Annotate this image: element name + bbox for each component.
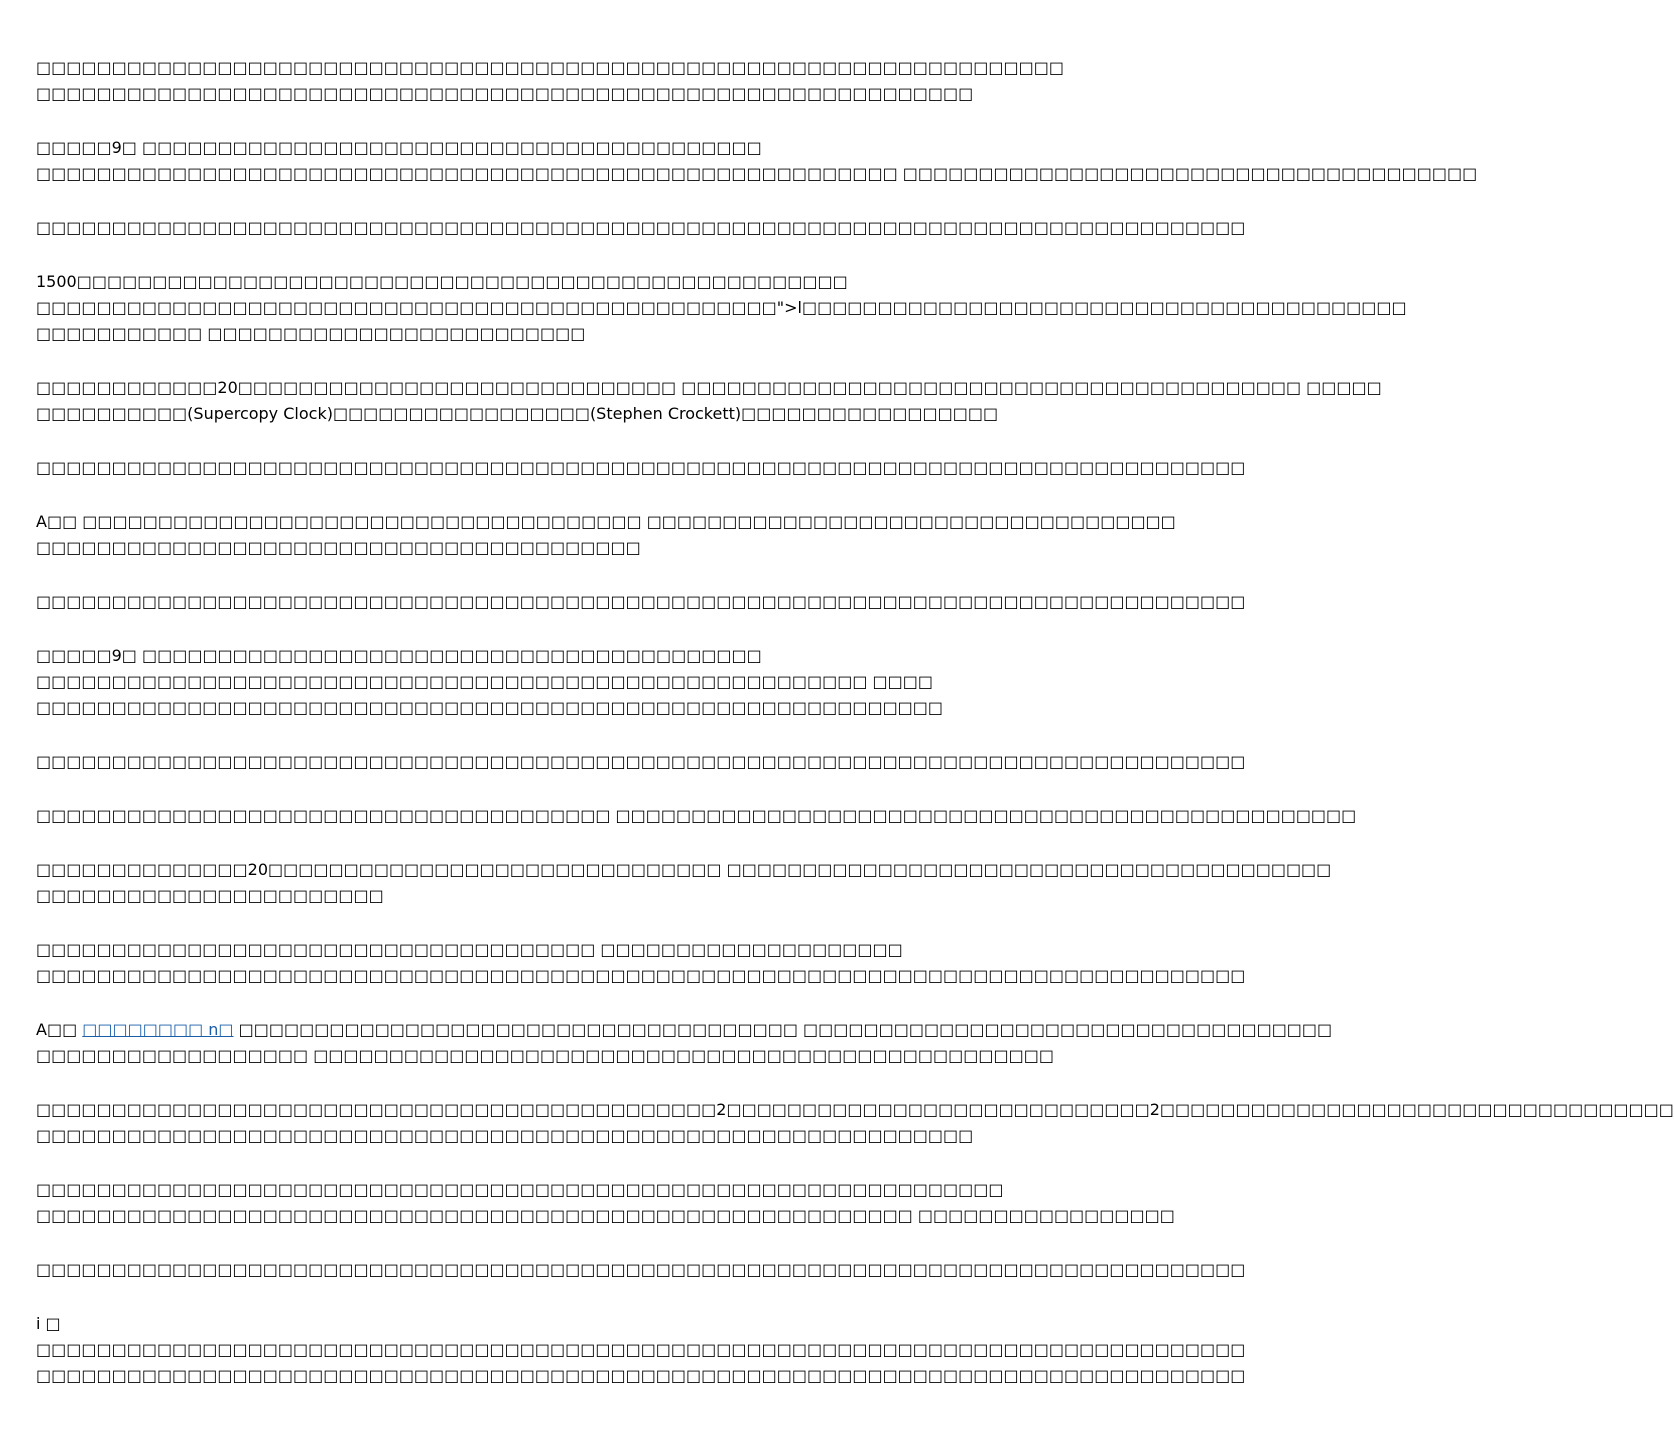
text-run: □□□□□□□□□□□□□□□□□□□□□□□□□□□□□□□□□□□□□□□□□□□□□□□□□□□□□□□□□□□□□□ <box>36 84 974 103</box>
text-run: □□□□□□□□□□□□□□□□□□ □□□□□□□□□□□□□□□□□□□□□□□□□□□□□□□□□□□□□□□□□□□□□□□□□ <box>36 1046 1054 1065</box>
paragraph <box>36 1257 1246 1283</box>
text-line <box>36 55 1064 81</box>
text-line <box>36 937 990 963</box>
text-line <box>36 161 1478 187</box>
text-run: □□□□□□□□□□□ □□□□□□□□□□□□□□□□□□□□□□□□□ <box>36 324 586 343</box>
text-run: □□□□□□□□□□□□□□□□□□□□□□□□□□□□□□□□□□□□□ □□□□□□□□□□□□□□□□□□□□ <box>36 940 903 959</box>
text-run: □□□□□9□ □□□□□□□□□□□□□□□□□□□□□□□□□□□□□□□□□□□□□□□□□ <box>36 646 762 665</box>
paragraph <box>36 1311 1246 1389</box>
text-line <box>36 401 999 427</box>
text-run: □□□□□9□ □□□□□□□□□□□□□□□□□□□□□□□□□□□□□□□□□□□□□□□□□ <box>36 138 762 157</box>
paragraph <box>36 1097 1674 1149</box>
text-line <box>36 321 990 347</box>
paragraph <box>36 589 1246 615</box>
text-run: □□□□□□□□□□□□□□□□□□□□□□□□□□□□□□□□□□□□□□□□□□□□□□□□□□□□□□□□□□□□□□ <box>36 1126 974 1145</box>
paragraph <box>36 375 1382 427</box>
text-line <box>36 695 990 721</box>
text-run: □□□□□□□□□□□□20□□□□□□□□□□□□□□□□□□□□□□□□□□□□□ □□□□□□□□□□□□□□□□□□□□□□□□□□□□□□□□□□□□□□□□□ □□□□□ <box>36 378 1382 397</box>
text-run: □□□□□□□□□□□□□□□□□□□□□□□□□□□□□□□□□□□□□□□□□□□□□□□□□□□□□□□□□□□□□□□□□□□□□□□□□□□□□□□□ <box>36 592 1246 611</box>
text-run: A□□ □□□□□□□□□□□□□□□□□□□□□□□□□□□□□□□□□□□□□ □□□□□□□□□□□□□□□□□□□□□□□□□□□□□□□□□□□ <box>36 512 1176 531</box>
paragraph <box>36 55 1064 107</box>
text-run: □□□□□□□□□□□□□□□□□□□□□□□□□□□□□□□□□□□□□□□□□□□□□□□□□□□□□□□□□□□□□□□□□□□□□□□□□□□□□□□□ <box>36 966 1246 985</box>
text-run: □□□□□□□□□□□□□□□□□□□□□□□□□□□□□□□□□□□□□□□□□□□□□□□□□□□□□□□□□□□□□□□□□□□□□□□□□□□□□□□□ <box>36 1340 1246 1359</box>
text-line <box>36 375 1382 401</box>
text-run: □□□□□□□□□□□□□□20□□□□□□□□□□□□□□□□□□□□□□□□□□□□□□ □□□□□□□□□□□□□□□□□□□□□□□□□□□□□□□□□□□□□□□□ <box>36 860 1332 879</box>
text-line <box>36 135 990 161</box>
text-run: 1500□□□□□□□□□□□□□□□□□□□□□□□□□□□□□□□□□□□□□□□□□□□□□□□□□□□ <box>36 272 848 291</box>
text-run: i □ <box>36 1314 61 1333</box>
paragraph <box>36 269 1407 347</box>
paragraph <box>36 455 1246 481</box>
text-line <box>36 963 1246 989</box>
text-run: □□□□□□□□□□□□□□□□□□□□□□□□□□□□□□□□□□□□□ □□□□□□□□□□□□□□□□□□□□□□□□□□□□□□□□□□□ <box>233 1020 1333 1039</box>
text-line <box>36 1363 1246 1389</box>
paragraph <box>36 1177 1175 1229</box>
text-line <box>36 1097 1674 1123</box>
text-line <box>36 215 1246 241</box>
text-line <box>36 295 1407 321</box>
text-line <box>36 1017 1333 1043</box>
text-line <box>36 1123 990 1149</box>
text-run: □□□□□□□□□□□□□□□□□□□□□□□ <box>36 886 384 905</box>
text-line <box>36 1337 1246 1363</box>
paragraph <box>36 1017 1333 1069</box>
text-run: □□□□□□□□□□□□□□□□□□□□□□□□□□□□□□□□□□□□□□□□□□□□□□□□□□□□□□□□□□□□□□□□□□□□□□□□□□□□□□□□ <box>36 752 1246 771</box>
text-run: □□□□□□□□□□□□□□□□□□□□□□□□□□□□□□□□□□□□□□□□□□□□□□□□□□□□□□□ □□□□ <box>36 672 933 691</box>
text-line <box>36 509 1176 535</box>
paragraph <box>36 803 1357 829</box>
text-line <box>36 1203 1175 1229</box>
text-line <box>36 749 1246 775</box>
text-line <box>36 883 990 909</box>
text-line <box>36 803 1357 829</box>
text-line <box>36 81 990 107</box>
paragraph <box>36 509 1176 561</box>
text-line <box>36 1311 990 1337</box>
text-line <box>36 1177 1004 1203</box>
text-run: □□□□□□□□□□□□□□□□□□□□□□□□□□□□□□□□□□□□□□□□□□□□□□□□□□□□□□□□□□□□□□□□ <box>36 1180 1004 1199</box>
text-line <box>36 1043 1054 1069</box>
inline-link[interactable]: □□□□□□□□ n□ <box>82 1020 234 1039</box>
text-run: □□□□□□□□□□□□□□□□□□□□□□□□□□□□□□□□□□□□□□□□ <box>36 538 641 557</box>
text-run: □□□□□□□□□□□□□□□□□□□□□□□□□□□□□□□□□□□□□□□□□□□□□□□□□□□□□□□□□□□□□□□□□□□□ <box>36 58 1064 77</box>
text-run: □□□□□□□□□□□□□□□□□□□□□□□□□□□□□□□□□□□□□□□□□□□□□□□□□□□□□□□□□ □□□□□□□□□□□□□□□□□□□□□□□□□□□□□□□□□□□□□□ <box>36 164 1478 183</box>
text-run: □□□□□□□□□□□□□□□□□□□□□□□□□□□□□□□□□□□□□□□□□□□□□□□□□□□□□□□□□□□□□□□□□□□□□□□□□□□□□□□□ <box>36 218 1246 237</box>
paragraph <box>36 749 1246 775</box>
text-line <box>36 455 1246 481</box>
text-line <box>36 857 1332 883</box>
paragraph <box>36 215 1246 241</box>
text-line <box>36 535 990 561</box>
text-line <box>36 589 1246 615</box>
text-line <box>36 1257 1246 1283</box>
paragraph <box>36 937 1246 989</box>
text-run: □□□□□□□□□□□□□□□□□□□□□□□□□□□□□□□□□□□□□□□□□□□□□□□□□">l□□□□□□□□□□□□□□□□□□□□□□□□□□□□□□□□□□□□□□□□ <box>36 298 1407 317</box>
text-line <box>36 269 990 295</box>
text-run: □□□□□□□□□□□□□□□□□□□□□□□□□□□□□□□□□□□□□□□□□□□□□□□□□□□□□□□□□□□□□□□□□□□□□□□□□□□□□□□□ <box>36 1366 1246 1385</box>
text-run: □□□□□□□□□□□□□□□□□□□□□□□□□□□□□□□□□□□□□□□□□□□□□2□□□□□□□□□□□□□□□□□□□□□□□□□□□□2□□□□□□□□□□□□□□□□□□□□□□□□□□□□□□□□□□ <box>36 1100 1674 1119</box>
text-run: □□□□□□□□□□□□□□□□□□□□□□□□□□□□□□□□□□□□□□□□□□□□□□□□□□□□□□□□□□□□□□□□□□□□□□□□□□□□□□□□ <box>36 458 1246 477</box>
text-run: □□□□□□□□□□□□□□□□□□□□□□□□□□□□□□□□□□□□□□ □□□□□□□□□□□□□□□□□□□□□□□□□□□□□□□□□□□□□□□□□□□□□□□□□ <box>36 806 1357 825</box>
text-line <box>36 643 990 669</box>
text-run: A□□ <box>36 1020 83 1039</box>
text-run: □□□□□□□□□□□□□□□□□□□□□□□□□□□□□□□□□□□□□□□□□□□□□□□□□□□□□□□□□□□□□□□□□□□□□□□□□□□□□□□□ <box>36 1260 1246 1279</box>
paragraph <box>36 135 1478 187</box>
text-run: □□□□□□□□□□□□□□□□□□□□□□□□□□□□□□□□□□□□□□□□□□□□□□□□□□□□□□□□□□ □□□□□□□□□□□□□□□□□ <box>36 1206 1175 1225</box>
text-line <box>36 669 990 695</box>
document-body <box>36 55 1674 1417</box>
paragraph <box>36 643 990 721</box>
paragraph <box>36 857 1332 909</box>
text-run: □□□□□□□□□□□□□□□□□□□□□□□□□□□□□□□□□□□□□□□□□□□□□□□□□□□□□□□□□□□□ <box>36 698 944 717</box>
text-run: □□□□□□□□□□(Supercopy Clock)□□□□□□□□□□□□□□□□□(Stephen Crockett)□□□□□□□□□□□□□□□□□ <box>36 404 999 423</box>
